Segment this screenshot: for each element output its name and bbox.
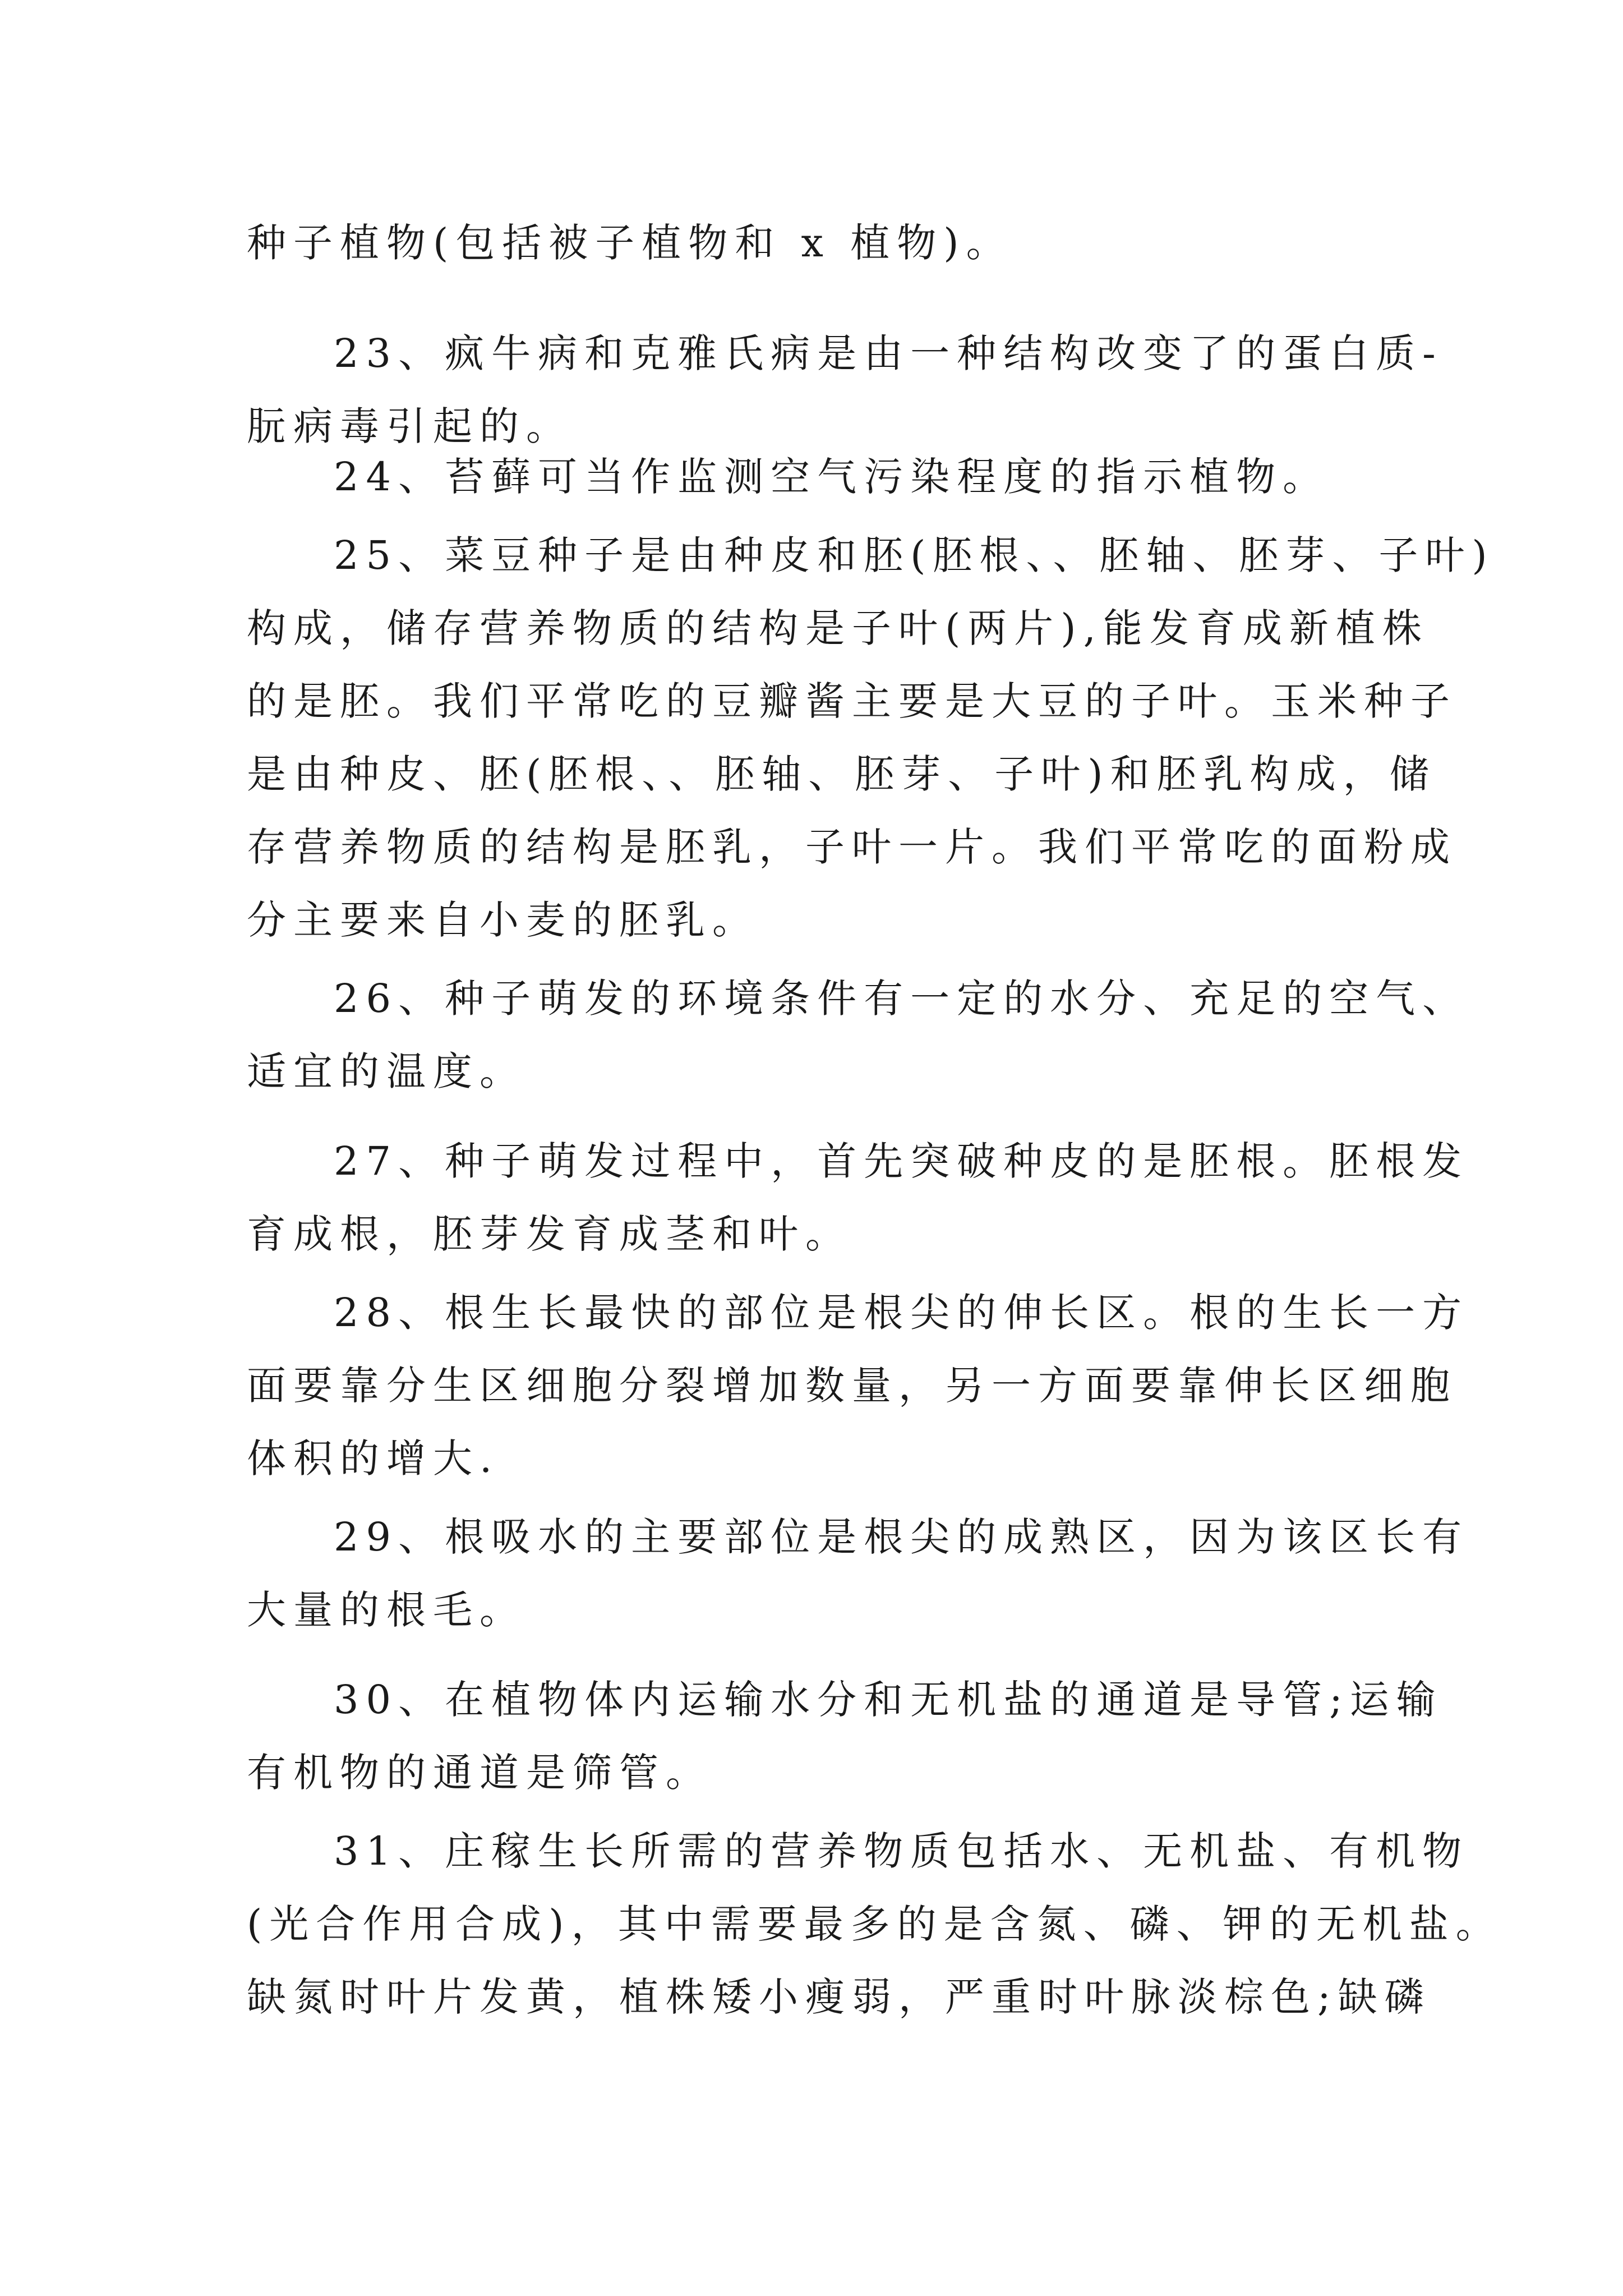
text-line: 31、庄稼生长所需的营养物质包括水、无机盐、有机物 <box>334 1828 1469 1874</box>
text-line: 25、菜豆种子是由种皮和胚(胚根、、胚轴、胚芽、子叶) <box>334 532 1495 578</box>
text-line: 育成根，胚芽发育成茎和叶。 <box>247 1211 852 1257</box>
text-line: 23、疯牛病和克雅氏病是由一种结构改变了的蛋白质- <box>334 330 1443 376</box>
text-line: 体积的增大. <box>247 1435 500 1481</box>
text-line: 适宜的温度。 <box>247 1048 526 1094</box>
text-line: (光合作用合成)，其中需要最多的是含氮、磷、钾的无机盐。 <box>247 1901 1502 1947</box>
text-line: 缺氮时叶片发黄，植株矮小瘦弱，严重时叶脉淡棕色;缺磷 <box>247 1974 1431 2020</box>
text-line: 26、种子萌发的环境条件有一定的水分、充足的空气、 <box>334 976 1469 1022</box>
text-line: 28、根生长最快的部位是根尖的伸长区。根的生长一方 <box>334 1290 1469 1336</box>
text-line: 是由种皮、胚(胚根、、胚轴、胚芽、子叶)和胚乳构成，储 <box>247 751 1436 797</box>
text-line: 27、种子萌发过程中，首先突破种皮的是胚根。胚根发 <box>334 1138 1469 1184</box>
text-line: 分主要来自小麦的胚乳。 <box>247 897 759 943</box>
text-line: 朊病毒引起的。 <box>247 403 573 449</box>
text-line: 存营养物质的结构是胚乳，子叶一片。我们平常吃的面粉成 <box>247 824 1457 870</box>
text-line: 29、根吸水的主要部位是根尖的成熟区，因为该区长有 <box>334 1514 1469 1560</box>
text-line: 大量的根毛。 <box>247 1587 526 1633</box>
text-line: 24、苔藓可当作监测空气污染程度的指示植物。 <box>334 454 1330 500</box>
text-line: 的是胚。我们平常吃的豆瓣酱主要是大豆的子叶。玉米种子 <box>247 678 1457 724</box>
text-line: 面要靠分生区细胞分裂增加数量，另一方面要靠伸长区细胞 <box>247 1363 1457 1409</box>
text-line: 种子植物(包括被子植物和 x 植物)。 <box>247 220 1013 266</box>
text-line: 有机物的通道是筛管。 <box>247 1750 712 1796</box>
text-line: 构成，储存营养物质的结构是子叶(两片),能发育成新植株 <box>247 605 1429 651</box>
text-line: 30、在植物体内运输水分和无机盐的通道是导管;运输 <box>334 1677 1443 1723</box>
